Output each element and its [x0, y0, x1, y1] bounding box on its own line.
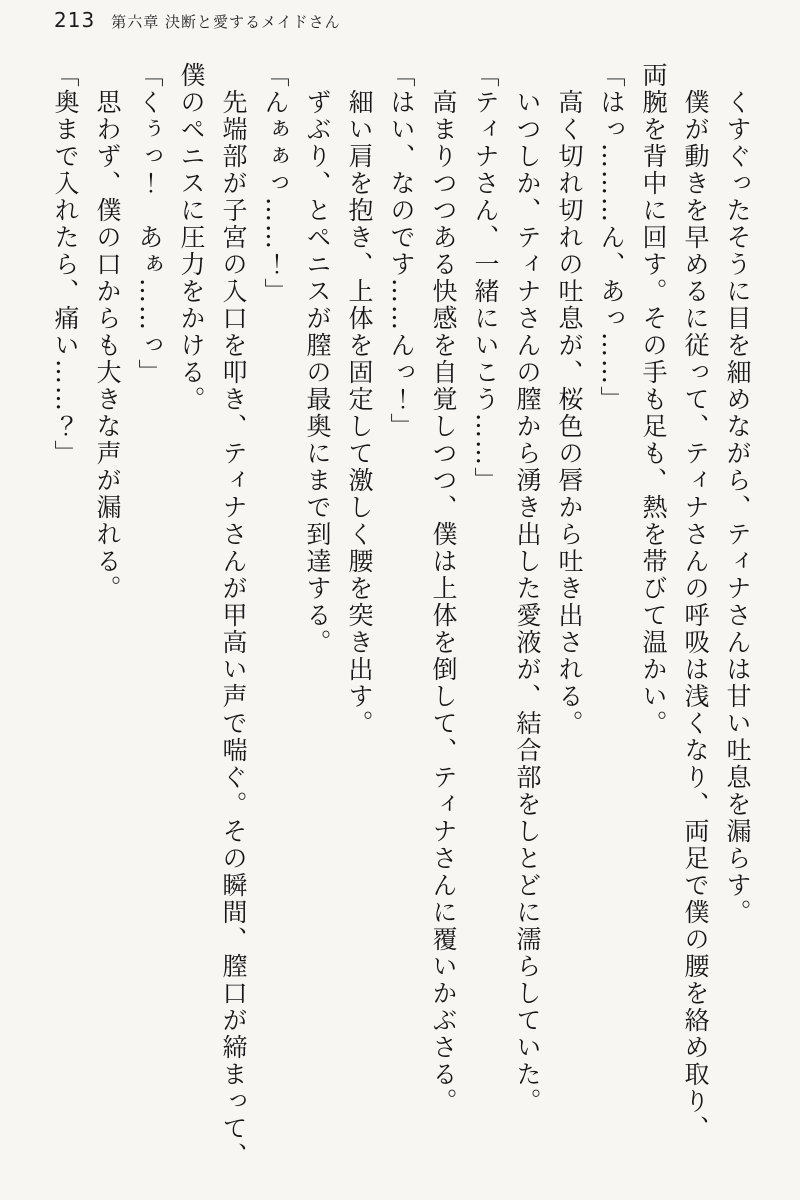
page-header	[54, 8, 341, 32]
text-line: 僕のペニスに圧力をかける。	[177, 62, 206, 413]
text-line: 両腕を背中に回す。その手も足も、熱を帯びて温かい。	[639, 62, 668, 737]
text-line: 「はい、なのです……んっ！」	[387, 62, 416, 440]
text-line: くすぐったそうに目を細めながら、ティナさんは甘い吐息を漏らす。	[723, 89, 752, 926]
text-line: 「んぁぁっ……！」	[261, 62, 290, 305]
text-line: 「はっ………ん、あっ……」	[597, 62, 626, 413]
text-line: 思わず、僕の口からも大きな声が漏れる。	[93, 89, 122, 602]
page-number: 213	[54, 8, 96, 32]
text-line: 「ティナさん、一緒にいこう……」	[471, 62, 500, 494]
text-line: ずぶり、とペニスが膣の最奥にまで到達する。	[303, 89, 332, 656]
text-line: 「くぅっ！ あぁ……っ」	[135, 62, 164, 386]
chapter-title: 第六章 決断と愛するメイドさん	[111, 13, 341, 31]
text-line: 高く切れ切れの吐息が、桜色の唇から吐き出される。	[555, 89, 584, 737]
text-block	[44, 62, 758, 1169]
text-line: 高まりつつある快感を自覚しつつ、僕は上体を倒して、ティナさんに覆いかぶさる。	[429, 89, 458, 1115]
text-line: 「奥まで入れたら、痛い……？」	[51, 62, 80, 467]
text-line: 細い肩を抱き、上体を固定して激しく腰を突き出す。	[345, 89, 374, 737]
text-line: いつしか、ティナさんの膣から湧き出した愛液が、結合部をしとどに濡らしていた。	[513, 89, 542, 1115]
text-line: 先端部が子宮の入口を叩き、ティナさんが甲高い声で喘ぐ。その瞬間、膣口が締まって、	[219, 89, 248, 1169]
text-line: 僕が動きを早めるに従って、ティナさんの呼吸は浅くなり、両足で僕の腰を絡め取り、	[681, 89, 710, 1142]
